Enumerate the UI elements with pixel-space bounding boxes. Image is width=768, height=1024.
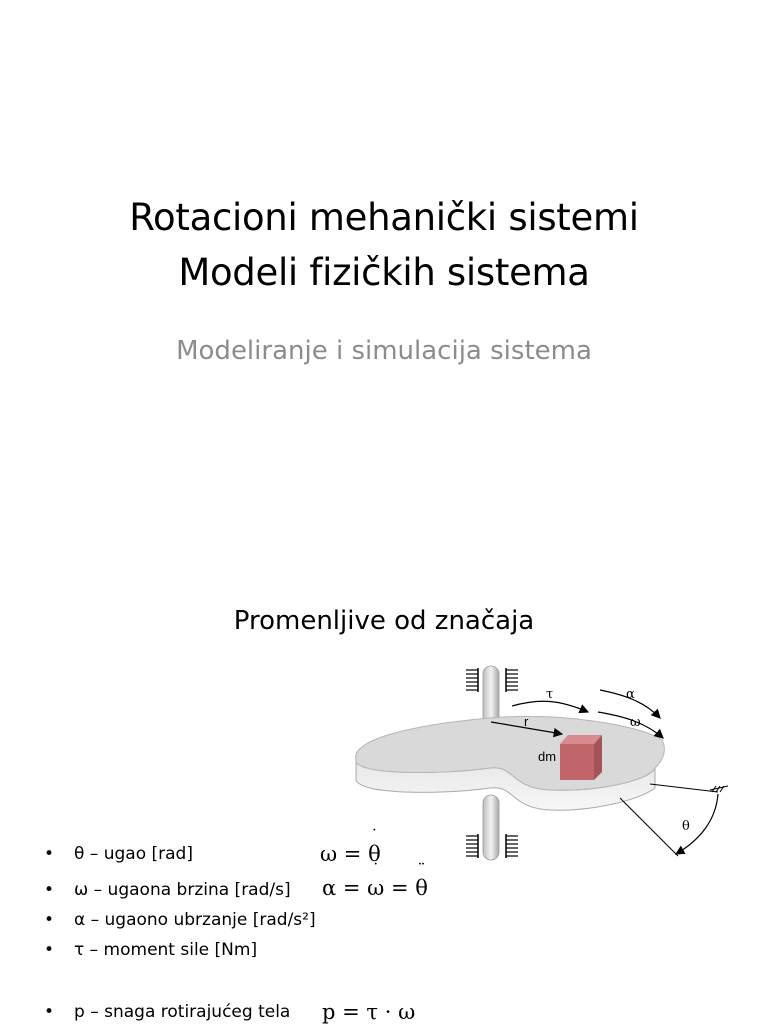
angular-velocity-label: ω [630,715,641,730]
torque-label: τ [546,687,554,702]
lower-shaft [483,795,499,860]
disk-radius-line [620,798,678,856]
symbol-omega: ω [74,880,89,900]
top-bearing-right [506,668,518,692]
formula-angular-velocity: ω = θ ˙ [320,842,381,866]
formula-angular-acceleration: α = ω ˙ = θ ¨ [322,876,428,900]
rotating-disk-diagram [350,660,760,865]
torque-arrow [512,701,588,712]
slide-title [0,190,768,300]
slide-title-line-1: Rotacioni mehanički sistemi [129,196,639,239]
list-item: • ω – ugaona brzina [rad/s] [44,880,291,900]
section-title: Promenljive od značaja [233,606,535,636]
angular-acceleration-label: α [626,687,635,702]
list-item: • θ – ugao [rad] [44,844,193,864]
bottom-bearing-left [466,834,478,858]
list-item: • τ – moment sile [Nm] [44,940,258,960]
theta-label: θ [682,819,690,834]
top-bearing-left [466,668,478,692]
slide-subtitle: Modeliranje i simulacija sistema [176,336,592,366]
ground-hatch [710,786,728,792]
mass-element-cube [560,735,602,780]
reference-line [650,784,718,792]
symbol-theta: θ [74,844,85,864]
formula-power: p = τ · ω [322,1000,416,1024]
list-item: • α – ugaono ubrzanje [rad/s²] [44,910,316,930]
mass-label: dm [538,749,557,764]
bottom-bearing-right [506,834,518,858]
radius-label: r [524,714,529,729]
symbol-tau: τ [74,940,85,960]
list-item: • p – snaga rotirajućeg tela [44,1002,291,1022]
symbol-alpha: α [74,910,86,930]
symbol-p: p [74,1002,85,1022]
slide-title-line-2: Modeli fizičkih sistema [178,251,590,294]
